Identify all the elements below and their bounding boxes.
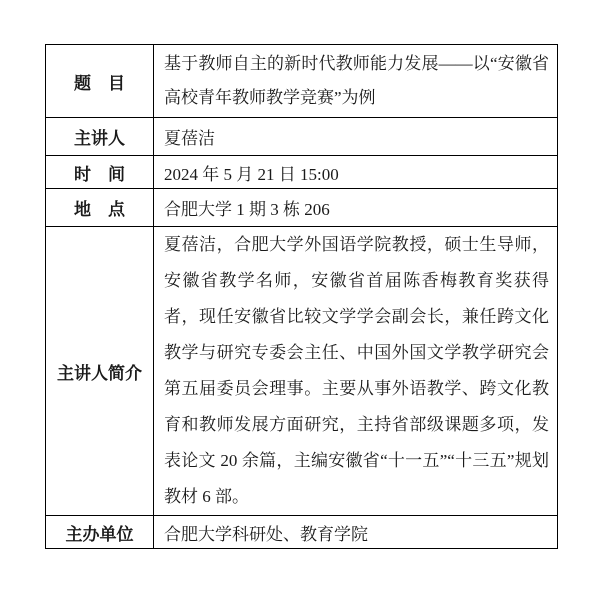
title-value: 基于教师自主的新时代教师能力发展——以“安徽省高校青年教师教学竞赛”为例 xyxy=(154,45,558,118)
time-value: 2024 年 5 月 21 日 15:00 xyxy=(154,156,558,189)
table-row-organizer xyxy=(46,516,558,549)
lecture-info-table xyxy=(45,44,558,549)
table-row-speaker-bio xyxy=(46,227,558,516)
speaker-bio-label: 主讲人简介 xyxy=(46,227,154,516)
table-row-speaker xyxy=(46,118,558,156)
location-value: 合肥大学 1 期 3 栋 206 xyxy=(154,189,558,227)
table-row-location xyxy=(46,189,558,227)
organizer-label: 主办单位 xyxy=(46,516,154,549)
speaker-label: 主讲人 xyxy=(46,118,154,156)
speaker-bio-value: 夏蓓洁，合肥大学外国语学院教授，硕士生导师，安徽省教学名师，安徽省首届陈香梅教育奖获得者，现任安徽省比较文学学会副会长，兼任跨文化教学与研究专委会主任、中国外国文学教学研究会第五届委员会理事。主要从事外语教学、跨文化教育和教师发展方面研究，主持省部级课题多项，发表论文 20 余篇，主编安徽省“十一五”“十三五”规划教材 6 部。 xyxy=(154,227,558,516)
organizer-value: 合肥大学科研处、教育学院 xyxy=(154,516,558,549)
table-row-time xyxy=(46,156,558,189)
time-label: 时 间 xyxy=(46,156,154,189)
title-label: 题 目 xyxy=(46,45,154,118)
speaker-value: 夏蓓洁 xyxy=(154,118,558,156)
location-label: 地 点 xyxy=(46,189,154,227)
table-row-title xyxy=(46,45,558,118)
